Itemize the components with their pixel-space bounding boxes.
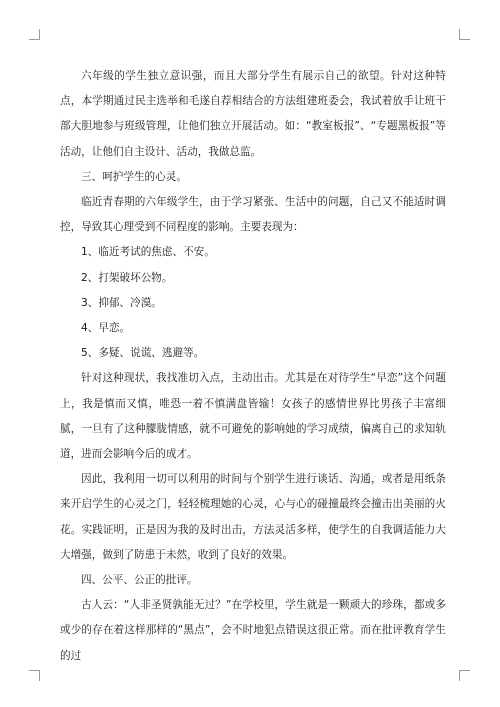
paragraph-adolescence: 临近青春期的六年级学生，由于学习紧张、生活中的问题，自己又不能适时调控，导致其心理受到不同程度的影响。主要表现为：: [60, 196, 446, 234]
crop-mark-bottom-right: [459, 670, 470, 681]
paragraph-communication: 因此，我利用一切可以利用的时间与个别学生进行谈话、沟通，或者是用纸条来开启学生的心灵之门，轻轻梳理她的心灵，心与心的碰撞最终会撞击出美丽的火花。实践证明，正是因为我的及时出击，方法灵活多样，使学生的自我调适能力大大增强，做到了防患于未然，收到了良好的效果。: [60, 473, 446, 561]
list-item-1: 1、临近考试的焦虑、不安。: [81, 246, 215, 259]
list-item-4: 4、早恋。: [81, 322, 131, 335]
crop-mark-top-left: [29, 29, 40, 40]
document-body: [60, 64, 446, 669]
section-heading-3: 三、呵护学生的心灵。: [81, 170, 187, 183]
list-item-5: 5、多疑、说谎、逃避等。: [81, 347, 205, 360]
section-heading-4: 四、公平、公正的批评。: [81, 574, 198, 587]
list-item-3: 3、抑郁、冷漠。: [81, 296, 162, 309]
paragraph-early-love: 针对这种现状，我找准切入点，主动出击。尤其是在对待学生“早恋”这个问题上，我是慎而又慎，唯恐一着不慎满盘皆输！女孩子的感情世界比男孩子丰富细腻，一旦有了这种朦胧情感，就不可避免的影响她的学习成绩，偏离自己的求知轨道，进而会影响今后的成才。: [60, 372, 446, 461]
paragraph-criticism: 古人云：“人非圣贤孰能无过？”在学校里，学生就是一颗顽大的珍珠，都或多或少的存在着这样那样的“黑点”，会不时地犯点错误这很正常。而在批评教育学生的过: [60, 599, 446, 662]
crop-mark-bottom-left: [29, 670, 40, 681]
paragraph-class-committee: 六年级的学生独立意识强，而且大部分学生有展示自己的欲望。针对这种特点，本学期通过民主选举和毛遂自荐相结合的方法组建班委会，我试着放手让班干部大胆地参与班级管理，让他们独立开展活动。如：“教室板报”、“专题黑板报”等活动，让他们自主设计、活动，我做总监。: [60, 70, 446, 158]
list-item-2: 2、打架破坏公物。: [81, 271, 173, 284]
crop-mark-top-right: [459, 29, 470, 40]
